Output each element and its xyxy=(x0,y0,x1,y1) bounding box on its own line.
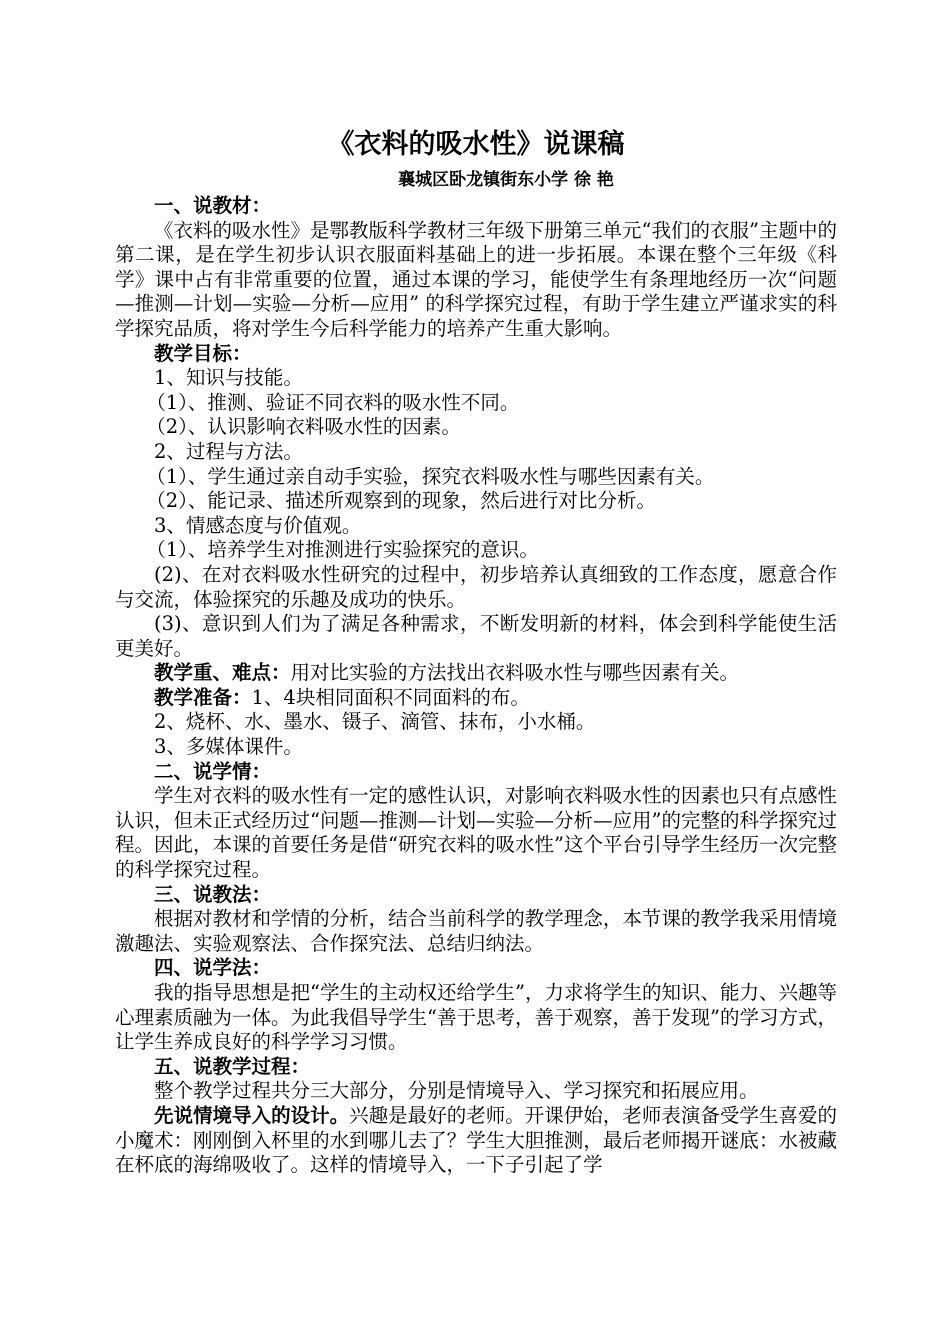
section-3-paragraph: 根据对教材和学情的分析，结合当前科学的教学理念，本节课的教学我采用情境激趣法、实验观察法、合作探究法、总结归纳法。 xyxy=(115,907,837,955)
goal-2: 2、过程与方法。 xyxy=(154,439,303,463)
section-4-paragraph: 我的指导思想是把“学生的主动权还给学生”，力求将学生的知识、能力、兴趣等心理素质融为一体。为此我倡导学生“善于思考，善于观察，善于发现”的学习方式，让学生养成良好的科学学习习惯。 xyxy=(115,981,837,1054)
preparation xyxy=(115,686,837,711)
goal-1: 1、知识与技能。 xyxy=(154,366,303,390)
goal-3a: （1）、培养学生对推测进行实验探究的意识。 xyxy=(146,538,539,562)
goals-heading: 教学目标： xyxy=(154,341,252,365)
goal-3b: (2)、在对衣料吸水性研究的过程中，初步培养认真细致的工作态度，愿意合作与交流，体验探究的乐趣及成功的快乐。 xyxy=(115,562,837,611)
key-points-text: 用对比实验的方法找出衣料吸水性与哪些因素有关。 xyxy=(290,661,740,685)
preparation-item-3: 3、多媒体课件。 xyxy=(154,735,303,759)
goal-2b: （2）、能记录、描述所观察到的现象，然后进行对比分析。 xyxy=(146,489,656,513)
section-1-paragraph: 《衣料的吸水性》是鄂教版科学教材三年级下册第三单元“我们的衣服”主题中的第二课，是在学生初步认识衣服面料基础上的进一步拓展。本课在整个三年级《科学》课中占有非常重要的位置，通过本课的学习，能使学生有条理地经历一次“问题—推测—计划—实验—分析—应用” 的科学探究过程，有助于学生建立严谨求实的科学探究品质，将对学生今后科学能力的培养产生重大影响。 xyxy=(115,218,837,340)
section-5-intro-paragraph xyxy=(115,1104,837,1178)
section-heading-2: 二、说学情： xyxy=(154,759,272,783)
document-body xyxy=(115,128,837,1178)
preparation-item-1: 1、4块相同面积不同面料的布。 xyxy=(251,685,530,709)
key-points-label: 教学重、难点： xyxy=(154,661,291,685)
intro-design-label: 先说情境导入的设计。 xyxy=(154,1103,350,1127)
preparation-label: 教学准备： xyxy=(154,685,252,709)
key-points xyxy=(115,661,837,686)
page-title: 《衣料的吸水性》说课稿 xyxy=(327,129,625,160)
section-heading-5: 五、说教学过程： xyxy=(154,1054,311,1078)
section-5-paragraph: 整个教学过程共分三大部分，分别是情境导入、学习探究和拓展应用。 xyxy=(154,1079,759,1103)
goal-3: 3、情感态度与价值观。 xyxy=(154,513,362,537)
goal-1a: （1）、推测、验证不同衣料的吸水性不同。 xyxy=(146,390,520,414)
section-heading-1: 一、说教材： xyxy=(154,194,272,217)
goal-1b: （2）、认识影响衣料吸水性的因素。 xyxy=(146,415,461,439)
goal-3c: (3)、意识到人们为了满足各种需求，不断发明新的材料，体会到科学能使生活更美好。 xyxy=(115,612,837,660)
section-2-paragraph: 学生对衣料的吸水性有一定的感性认识，对影响衣料吸水性的因素也只有点感性认识，但未正式经历过“问题—推测—计划—实验—分析—应用”的完整的科学探究过程。因此，本课的首要任务是借“研究衣料的吸水性”这个平台引导学生经历一次完整的科学探究过程。 xyxy=(115,784,837,882)
intro-design-text: 兴趣是最好的老师。开课伊始，老师表演备受学生喜爱的小魔术：刚刚倒入杯里的水到哪儿去了？学生大胆推测，最后老师揭开谜底：水被藏在杯底的海绵吸收了。这样的情境导入，一下子引起了学 xyxy=(115,1103,837,1177)
author-line: 襄城区卧龙镇街东小学 徐 艳 xyxy=(398,170,614,190)
section-heading-4: 四、说学法： xyxy=(154,956,272,980)
section-heading-3: 三、说教法： xyxy=(154,882,272,906)
goal-2a: （1）、学生通过亲自动手实验，探究衣料吸水性与哪些因素有关。 xyxy=(146,464,715,488)
preparation-item-2: 2、烧杯、水、墨水、镊子、滴管、抹布，小水桶。 xyxy=(154,710,596,734)
